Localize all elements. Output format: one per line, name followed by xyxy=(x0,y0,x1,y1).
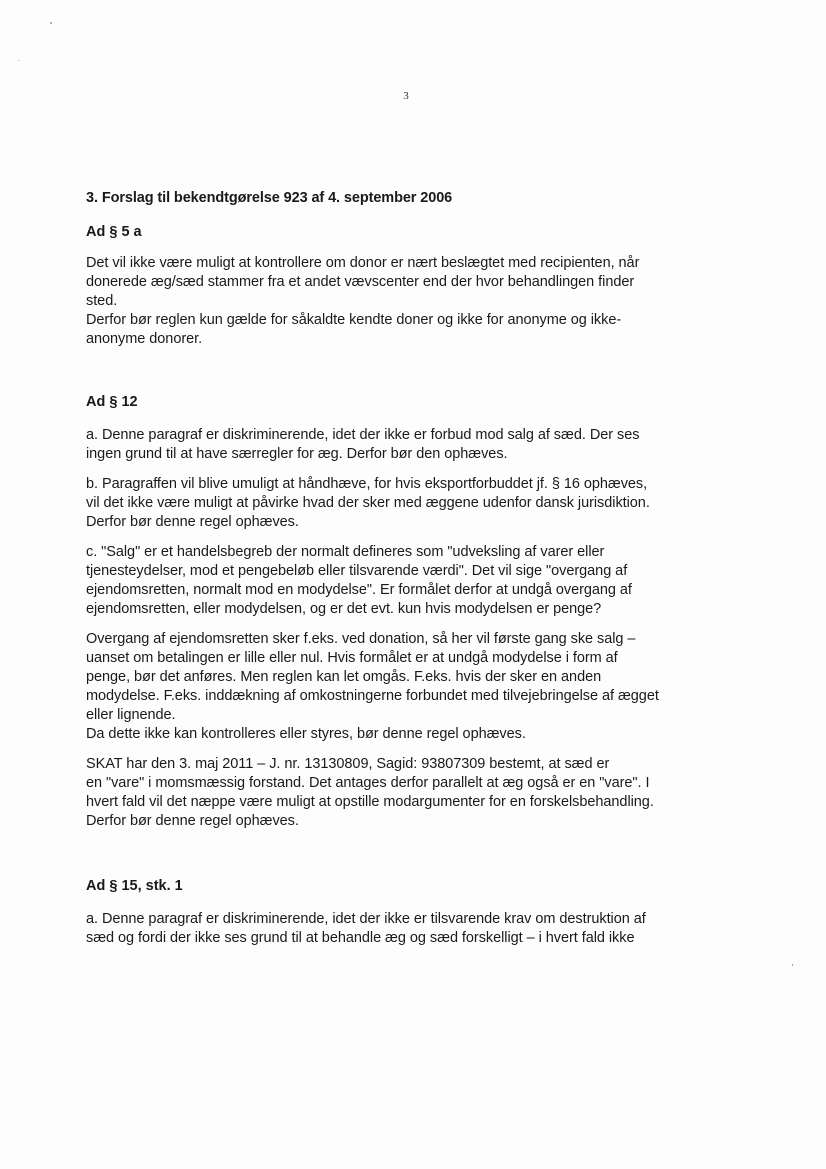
paragraph xyxy=(86,630,706,744)
text-line: Det vil ikke være muligt at kontrollere om donor er nært beslægtet med recipienten, når xyxy=(86,255,640,271)
text-line: hvert fald vil det næppe være muligt at opstille modargumenter for en forskelsbehandling. xyxy=(86,794,654,810)
text-line: Derfor bør reglen kun gælde for såkaldte kendte doner og ikke for anonyme og ikke- xyxy=(86,312,622,328)
text-line: penge, bør det anføres. Men reglen kan let omgås. F.eks. hvis der sker en anden xyxy=(86,669,602,685)
section-title: 3. Forslag til bekendtgørelse 923 af 4. september 2006 xyxy=(86,190,453,206)
text-line: a. Denne paragraf er diskriminerende, idet der ikke er forbud mod salg af sæd. Der ses xyxy=(86,427,640,443)
text-line: donerede æg/sæd stammer fra et andet vævscenter end der hvor behandlingen finder xyxy=(86,274,635,290)
text-line: b. Paragraffen vil blive umuligt at håndhæve, for hvis eksportforbuddet jf. § 16 ophæves, xyxy=(86,476,648,492)
text-line: anonyme donorer. xyxy=(86,331,203,347)
scan-speck xyxy=(792,964,793,966)
text-line: ingen grund til at have særregler for æg. Derfor bør den ophæves. xyxy=(86,446,508,462)
text-line: Da dette ikke kan kontrolleres eller styres, bør denne regel ophæves. xyxy=(86,726,526,742)
text-line: Overgang af ejendomsretten sker f.eks. ved donation, så her vil første gang ske salg – xyxy=(86,631,636,647)
text-line: SKAT har den 3. maj 2011 – J. nr. 13130809, Sagid: 93807309 bestemt, at sæd er xyxy=(86,756,610,772)
section-ad-15-stk-1 xyxy=(86,876,706,948)
paragraph xyxy=(86,475,706,532)
text-line: vil det ikke være muligt at påvirke hvad der sker med æggene udenfor dansk jurisdiktion. xyxy=(86,495,650,511)
paragraph xyxy=(86,254,706,349)
heading-ad-15-stk-1: Ad § 15, stk. 1 xyxy=(86,878,183,894)
scan-speck xyxy=(18,60,19,61)
text-line: eller lignende. xyxy=(86,707,176,723)
text-line: ejendomsretten, eller modydelsen, og er det evt. kun hvis modydelsen er penge? xyxy=(86,601,602,617)
section-ad-5a xyxy=(86,222,706,349)
document-body xyxy=(86,188,706,948)
paragraph xyxy=(86,910,706,948)
text-line: Derfor bør denne regel ophæves. xyxy=(86,813,299,829)
text-line: sted. xyxy=(86,293,118,309)
text-line: c. "Salg" er et handelsbegreb der normalt defineres som "udveksling af varer eller xyxy=(86,544,605,560)
paragraph xyxy=(86,426,706,464)
paragraph xyxy=(86,543,706,619)
heading-ad-5a: Ad § 5 a xyxy=(86,224,142,240)
text-line: tjenesteydelser, mod et pengebeløb eller tilsvarende værdi". Det vil sige "overgang af xyxy=(86,563,628,579)
paragraph xyxy=(86,755,706,831)
text-line: uanset om betalingen er lille eller nul. Hvis formålet er at undgå modydelse i form af xyxy=(86,650,618,666)
text-line: ejendomsretten, normalt mod en modydelse". Er formålet derfor at undgå overgang af xyxy=(86,582,632,598)
scan-speck xyxy=(50,22,52,24)
text-line: sæd og fordi der ikke ses grund til at behandle æg og sæd forskelligt – i hvert fald ikke xyxy=(86,930,635,946)
page-number: 3 xyxy=(403,90,409,102)
heading-ad-12: Ad § 12 xyxy=(86,394,138,410)
text-line: en "vare" i momsmæssig forstand. Det antages derfor parallelt at æg også er en "vare". I xyxy=(86,775,650,791)
section-ad-12 xyxy=(86,392,706,831)
text-line: Derfor bør denne regel ophæves. xyxy=(86,514,299,530)
text-line: a. Denne paragraf er diskriminerende, idet der ikke er tilsvarende krav om destruktion af xyxy=(86,911,646,927)
text-line: modydelse. F.eks. inddækning af omkostningerne forbundet med tilvejebringelse af ægget xyxy=(86,688,659,704)
